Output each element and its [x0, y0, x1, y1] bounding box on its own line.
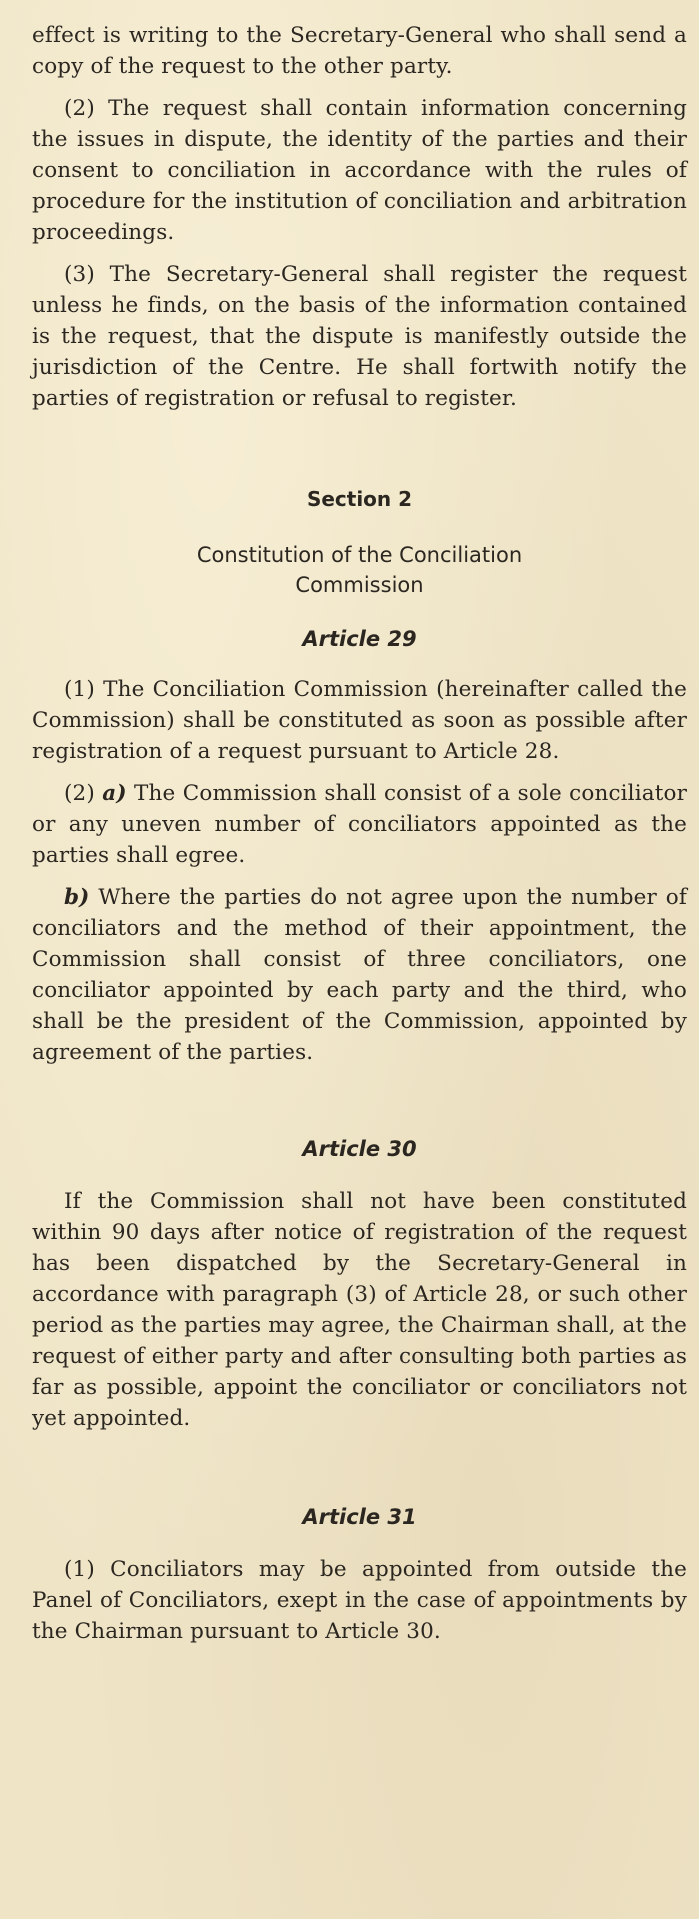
paragraph-article29-2a — [32, 778, 687, 871]
paragraph-article29-1: (1) The Conciliation Commission (hereinafter called the Commission) shall be constituted as soon as possible after registration of a request pursuant to Article 28. — [32, 677, 687, 764]
item-label-a: a) — [102, 781, 127, 806]
article-29-heading: Article 29 — [302, 627, 417, 651]
section-title: Section 2 — [306, 487, 413, 511]
item-label-b: b) — [64, 885, 90, 910]
article-31-heading: Article 31 — [302, 1505, 417, 1529]
paragraph-continuation: effect is writing to the Secretary-General who shall send a copy of the request to the other party. — [32, 23, 687, 79]
paragraph-article28-2: (2) The request shall contain information concerning the issues in dispute, the identity of the parties and their consent to conciliation in accordance with the rules of procedure for the institution of conciliation and arbitration proceedings. — [32, 96, 687, 245]
paragraph-text: Where the parties do not agree upon the number of conciliators and the method of their appointment, the Commission shall consist of three conciliators, one conciliator appointed by each party and the third, who shall be the president of the Commission, appointed by agreement of the parties. — [32, 885, 687, 1065]
paragraph-article29-2b — [32, 882, 687, 1068]
paragraph-text: The Commission shall consist of a sole conciliator or any uneven number of conciliators appointed as the parties shall egree. — [32, 781, 688, 868]
paragraph-article31-1: (1) Conciliators may be appointed from outside the Panel of Conciliators, exept in the case of appointments by the Chairman pursuant to Article 30. — [32, 1557, 687, 1644]
paragraph-article30: If the Commission shall not have been constituted within 90 days after notice of registration of the request has been dispatched by the Secretary-General in accordance with paragraph (3) of Article 28, or such other period as the parties may agree, the Chairman shall, at the request of either party and after consulting both parties as far as possible, appoint the conciliator or conciliators not yet appointed. — [32, 1189, 687, 1431]
article-30-heading: Article 30 — [302, 1137, 417, 1161]
section-subtitle: Constitution of the Conciliation Commission — [196, 543, 523, 597]
paragraph-article28-3: (3) The Secretary-General shall register the request unless he finds, on the basis of the information contained is the request, that the dispute is manifestly outside the jurisdiction of the Centre. He shall fortwith notify the parties of registration or refusal to register. — [32, 262, 687, 411]
paragraph-number: (2) — [64, 781, 95, 806]
